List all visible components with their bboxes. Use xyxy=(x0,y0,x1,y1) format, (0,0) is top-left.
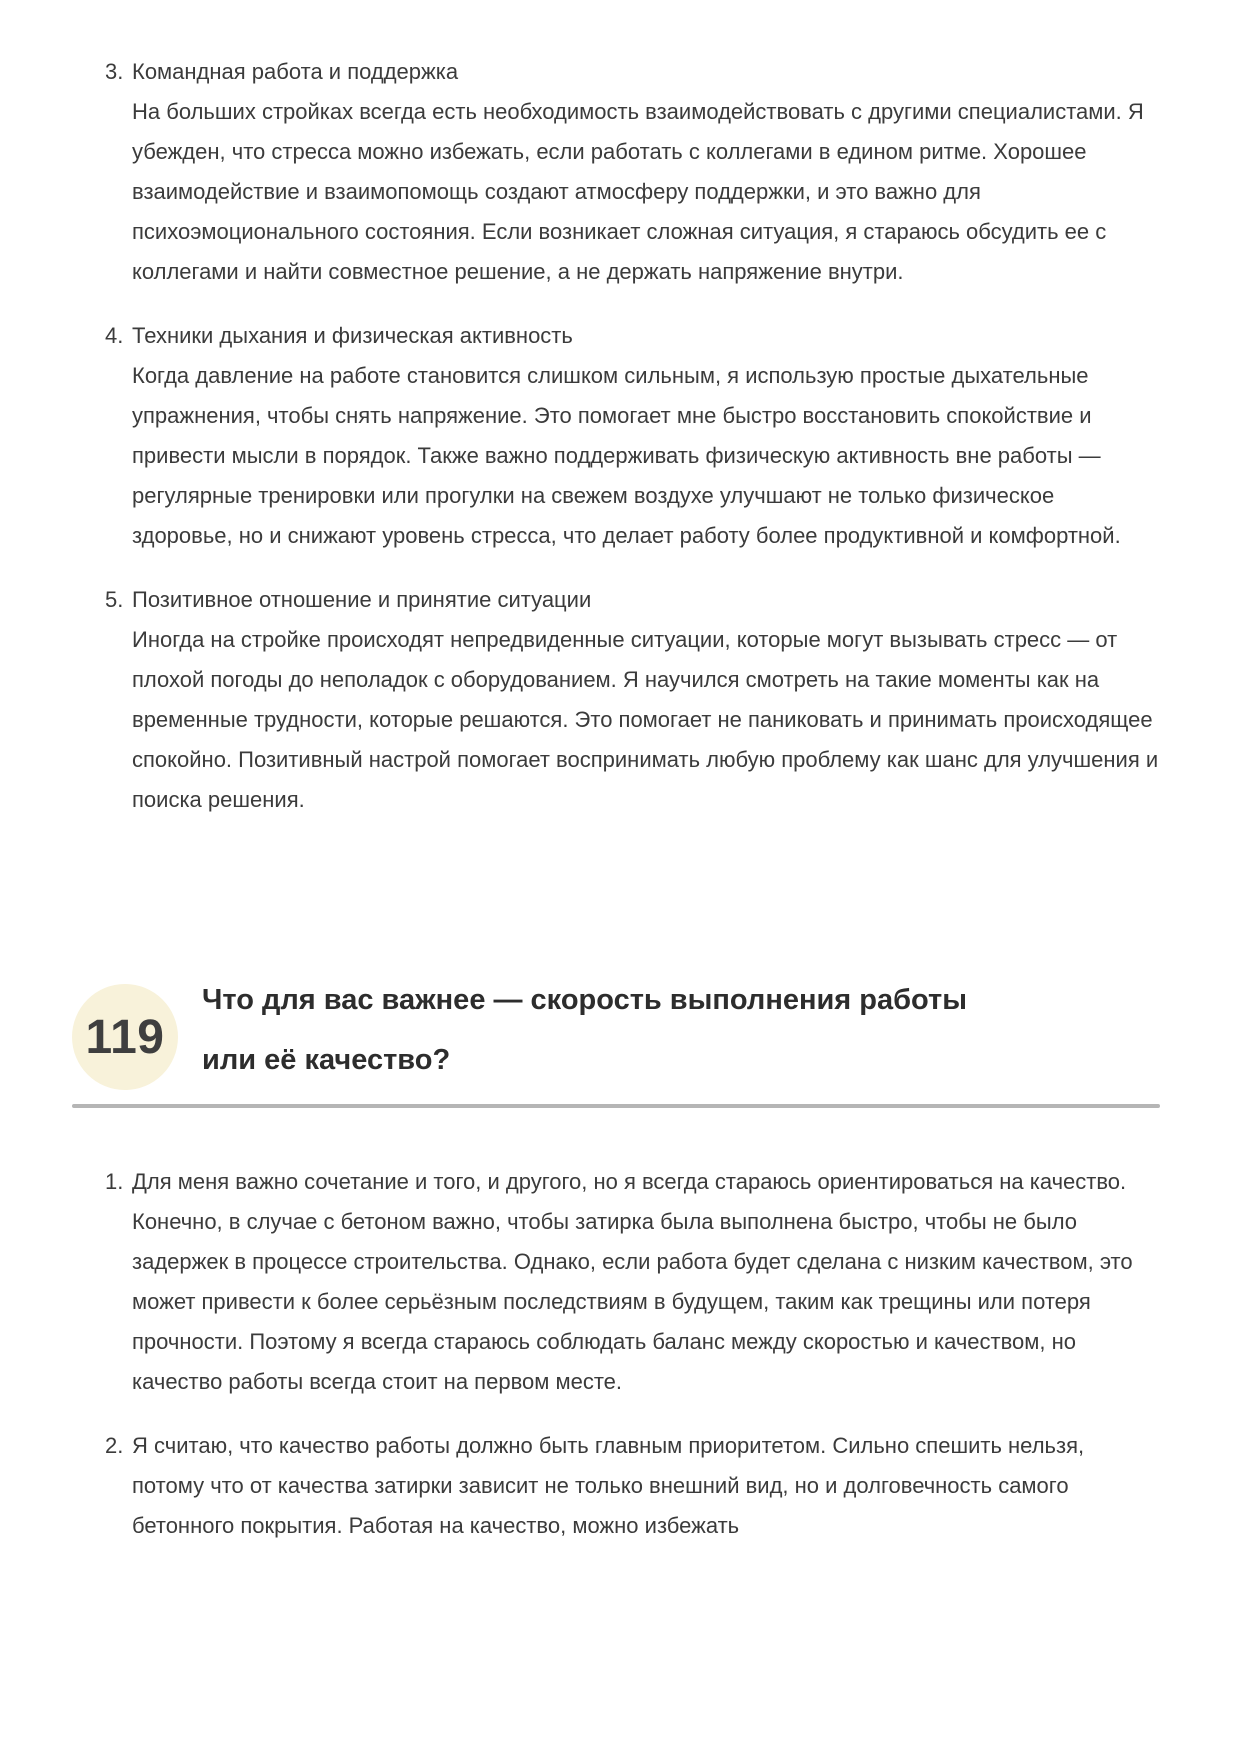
list-item-body: Когда давление на работе становится слишком сильным, я использую простые дыхательные упражнения, чтобы снять напряжение. Это помогает мне быстро восстановить спокойствие и привести мысли в порядок. Также важно поддерживать физическую активность вне работы — регулярные тренировки или прогулки на свежем воздухе улучшают не только физическое здоровье, но и снижают уровень стресса, что делает работу более продуктивной и комфортной. xyxy=(132,363,1121,548)
list-item-number: 1. xyxy=(105,1169,124,1194)
list-item-content xyxy=(132,52,1160,292)
list-item xyxy=(105,1426,1160,1546)
question-number-badge xyxy=(72,984,178,1090)
list-item xyxy=(105,52,1160,292)
list-item-heading: Командная работа и поддержка xyxy=(132,59,459,84)
list-item-content xyxy=(132,1426,1160,1546)
section-divider xyxy=(72,1104,1160,1108)
list-item-number: 2. xyxy=(105,1433,124,1458)
list-item-body: Для меня важно сочетание и того, и другого, но я всегда стараюсь ориентироваться на качество. Конечно, в случае с бетоном важно, чтобы затирка была выполнена быстро, чтобы не было задержек в процессе строительства. Однако, если работа будет сделана с низким качеством, это может привести к более серьёзным последствиям в будущем, таким как трещины или потеря прочности. Поэтому я всегда стараюсь соблюдать баланс между скоростью и качеством, но качество работы всегда стоит на первом месте. xyxy=(132,1169,1133,1394)
list-item-number: 4. xyxy=(105,323,124,348)
list-item-heading: Техники дыхания и физическая активность xyxy=(132,323,573,348)
list-item-content xyxy=(132,1162,1160,1402)
list-item-number: 5. xyxy=(105,587,124,612)
list-item-body: Я считаю, что качество работы должно быть главным приоритетом. Сильно спешить нельзя, потому что от качества затирки зависит не только внешний вид, но и долговечность самого бетонного покрытия. Работая на качество, можно избежать xyxy=(132,1433,1085,1538)
list-item xyxy=(105,316,1160,556)
list-item-body: Иногда на стройке происходят непредвиденные ситуации, которые могут вызывать стресс — от плохой погоды до неполадок с оборудованием. Я научился смотреть на такие моменты как на временные трудности, которые решаются. Это помогает не паниковать и принимать происходящее спокойно. Позитивный настрой помогает воспринимать любую проблему как шанс для улучшения и поиска решения. xyxy=(132,627,1159,812)
list-item xyxy=(105,1162,1160,1402)
list-item-content xyxy=(132,580,1160,820)
answers-list xyxy=(72,1162,1160,1546)
list-item-heading: Позитивное отношение и принятие ситуации xyxy=(132,587,592,612)
list-item-number: 3. xyxy=(105,59,124,84)
list-item xyxy=(105,580,1160,820)
question-number: 119 xyxy=(85,1010,165,1064)
question-title: Что для вас важнее — скорость выполнения работы или её качество? xyxy=(202,984,968,1076)
list-item-body: На больших стройках всегда есть необходимость взаимодействовать с другими специалистами. Я убежден, что стресса можно избежать, если работать с коллегами в едином ритме. Хорошее взаимодействие и взаимопомощь создают атмосферу поддержки, и это важно для психоэмоционального состояния. Если возникает сложная ситуация, я стараюсь обсудить ее с коллегами и найти совместное решение, а не держать напряжение внутри. xyxy=(132,99,1144,284)
stress-tips-list xyxy=(72,52,1160,820)
question-section xyxy=(72,970,1160,1546)
list-item-content xyxy=(132,316,1160,556)
question-header xyxy=(72,970,1160,1090)
